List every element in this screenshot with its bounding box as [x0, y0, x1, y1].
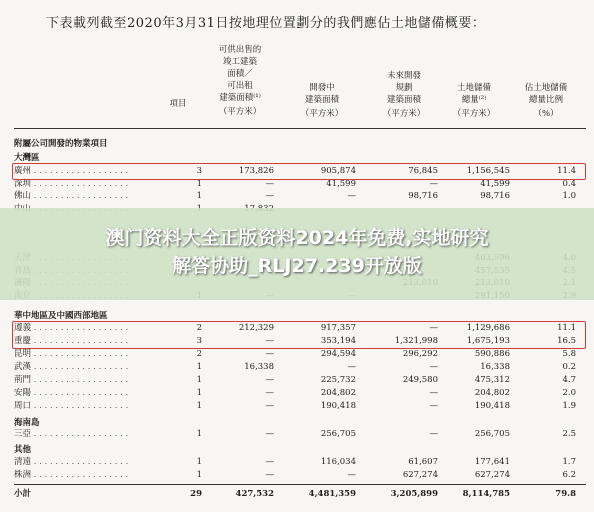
header-col5-line: 總量比例: [528, 95, 563, 105]
row-cell: —: [265, 349, 274, 359]
header-item-line: 項目: [169, 99, 187, 109]
table-row: [14, 399, 586, 413]
row-cell: 475,312: [474, 375, 510, 385]
row-cell: —: [265, 191, 274, 201]
group-label-subsidiaries: 附屬公司開發的物業項目: [14, 139, 108, 149]
row-location: 武漢 . . .: [14, 360, 128, 374]
row-cell: —: [265, 401, 274, 411]
row-cell: 1: [196, 375, 202, 385]
row-cell: —: [347, 470, 356, 480]
row-cell: 353,194: [320, 336, 356, 346]
header-col5-unit: （%）: [533, 109, 559, 119]
row-cell: —: [265, 429, 274, 439]
header-col3-line: 規劃: [395, 83, 413, 93]
header-col4-line: 土地儲備: [456, 83, 491, 93]
row-cell: 2.0: [562, 388, 576, 398]
row-cell: 177,641: [474, 457, 510, 467]
header-col4-line: 總量⁽²⁾: [461, 95, 487, 105]
row-cell: 61,607: [408, 457, 438, 467]
row-cell: 1.9: [562, 401, 576, 411]
row-cell: —: [429, 388, 438, 398]
header-col5-line: 佔土地儲備: [524, 83, 568, 93]
row-cell: 627,274: [402, 470, 438, 480]
row-cell: 190,418: [474, 401, 510, 411]
intro-text: 下表載列截至2020年3月31日按地理位置劃分的我們應佔土地儲備概要：: [46, 16, 486, 31]
row-cell: 627,274: [474, 470, 510, 480]
row-cell: —: [265, 388, 274, 398]
row-cell: 1: [196, 388, 202, 398]
group-label-hainan: 海南島: [14, 418, 40, 428]
header-col2: [282, 82, 362, 120]
subtotal-cells: [14, 487, 586, 501]
row-cell: 5.8: [562, 349, 576, 359]
row-cell: 16.5: [557, 336, 576, 346]
row-cell: 204,802: [320, 388, 356, 398]
row-cell: —: [347, 191, 356, 201]
row-cell: 296,292: [402, 349, 438, 359]
row-location: 安陽 . . .: [14, 386, 128, 400]
row-cell: 1,321,998: [394, 336, 438, 346]
row-cell: 212,329: [238, 323, 274, 333]
highlight-box-zunyi-chongqing: [12, 321, 586, 349]
row-location: 周口 . . .: [14, 399, 128, 413]
row-location: 重慶 . . .: [14, 334, 128, 348]
row-cell: 41,599: [480, 178, 510, 189]
row-cell: —: [429, 401, 438, 411]
table-row: [14, 468, 586, 482]
row-cell: 116,034: [320, 457, 356, 467]
row-cell: 2.5: [562, 429, 576, 439]
row-cell: —: [429, 178, 438, 189]
row-cell: —: [265, 375, 274, 385]
row-cell: 225,732: [320, 375, 356, 385]
row-cell: 1: [196, 401, 202, 411]
row-cell: 1: [196, 457, 202, 467]
header-col2-line: 建築面積: [304, 95, 339, 105]
row-cell: 1,675,193: [466, 336, 510, 346]
header-col3-line: 未來開發: [386, 71, 421, 81]
row-cell: 1: [196, 429, 202, 439]
header-col5: [506, 82, 586, 120]
group-label-greater-bay: 大灣區: [14, 153, 40, 163]
row-cell: 1.0: [562, 191, 576, 201]
group-label-others: 其他: [14, 445, 32, 455]
row-cell: 204,802: [474, 388, 510, 398]
row-cell: 16,338: [244, 362, 274, 372]
row-cell: 590,886: [474, 349, 510, 359]
row-cell: 2: [196, 349, 202, 359]
header-col4-unit: （平方米）: [452, 109, 496, 119]
row-cell: —: [265, 457, 274, 467]
row-cell: 4.7: [562, 375, 576, 385]
table-row: [14, 455, 586, 469]
table-row: [14, 360, 586, 374]
row-cell: 0.4: [562, 178, 576, 189]
header-col2-unit: （平方米）: [300, 109, 344, 119]
header-col1: [200, 44, 280, 118]
banner-line-2: 解答协助_RLJ27.239开放版: [172, 255, 422, 277]
header-col1-line: 建築面積⁽¹⁾: [219, 93, 261, 103]
banner-line-1: 澳门资料大全正版资料2024年免费,实地研究: [105, 227, 489, 249]
row-cell: 98,716: [480, 191, 510, 201]
row-cell: 79.8: [555, 489, 576, 499]
row-location: 荊門 . . .: [14, 373, 128, 387]
highlight-box-guangzhou: [12, 163, 586, 180]
row-cell: 11.1: [557, 323, 576, 333]
row-cell: 256,705: [320, 429, 356, 439]
row-cell: 1: [196, 178, 202, 189]
row-cell: 1,129,686: [466, 323, 510, 333]
row-cell: 190,418: [320, 401, 356, 411]
row-location: 深圳 . . .: [14, 177, 128, 191]
table-row: [14, 347, 586, 361]
row-cell: 29: [190, 489, 202, 499]
header-col1-line: 竣工建築: [222, 57, 257, 67]
row-cell: 917,357: [320, 323, 356, 333]
row-location: 清遠 . . .: [14, 455, 128, 469]
row-location: 昆明 . . .: [14, 347, 128, 361]
row-cell: 1: [196, 191, 202, 201]
header-col2-line: 開發中: [309, 83, 335, 93]
row-cell: 76,845: [408, 166, 438, 176]
row-cell: 3: [196, 336, 202, 346]
header-col1-line: 面積／: [227, 69, 253, 79]
row-cell: —: [265, 470, 274, 480]
header-col1-line: 可出租: [227, 81, 253, 91]
row-cell: 98,716: [408, 191, 438, 201]
header-bottom-rule: [14, 128, 586, 129]
row-cell: —: [429, 323, 438, 333]
row-cell: 11.4: [557, 166, 576, 176]
row-cell: 16,338: [480, 362, 510, 372]
header-col1-line: 可供出售的: [218, 45, 262, 55]
row-cell: 3: [196, 166, 202, 176]
header-col4: [434, 82, 514, 120]
row-cell: 2: [196, 323, 202, 333]
header-col3-line: 建築面積: [386, 95, 421, 105]
table-row: [14, 427, 586, 441]
row-cell: 41,599: [326, 178, 356, 189]
row-cell: 6.2: [562, 470, 576, 480]
row-location: 小計: [14, 489, 32, 499]
row-cell: 905,874: [320, 166, 356, 176]
row-cell: 256,705: [474, 429, 510, 439]
row-cell: 173,826: [238, 166, 274, 176]
row-cell: —: [265, 178, 274, 189]
row-cell: —: [347, 362, 356, 372]
header-col3-unit: （平方米）: [382, 109, 426, 119]
row-location: 遵義 . . .: [14, 321, 128, 335]
row-cell: 249,580: [402, 375, 438, 385]
group-label-central-west: 華中地區及中國西部地區: [14, 311, 108, 321]
row-cell: 1: [196, 470, 202, 480]
row-cell: 1,156,545: [466, 166, 510, 176]
row-location: 廣州 . . .: [14, 164, 128, 178]
row-cell: 1: [196, 362, 202, 372]
row-cell: —: [429, 362, 438, 372]
row-cell: 294,594: [320, 349, 356, 359]
row-cell: 4,481,359: [308, 489, 356, 499]
row-location: 株洲 . . .: [14, 468, 128, 482]
row-cell: 3,205,899: [390, 489, 438, 499]
row-location: 佛山 . . .: [14, 189, 128, 203]
header-col1-unit: （平方米）: [218, 107, 262, 117]
table-row: [14, 373, 586, 387]
row-cell: —: [429, 429, 438, 439]
watermark-banner: [0, 208, 594, 300]
row-location: 三亞 . . .: [14, 427, 128, 441]
row-cell: 8,114,785: [462, 489, 510, 499]
subtotal-top-rule: [14, 484, 586, 485]
table-row: [14, 386, 586, 400]
row-cell: 0.2: [562, 362, 576, 372]
row-cell: 1.7: [562, 457, 576, 467]
header-col3: [364, 70, 444, 120]
row-cell: 427,532: [235, 489, 274, 499]
row-cell: —: [265, 336, 274, 346]
